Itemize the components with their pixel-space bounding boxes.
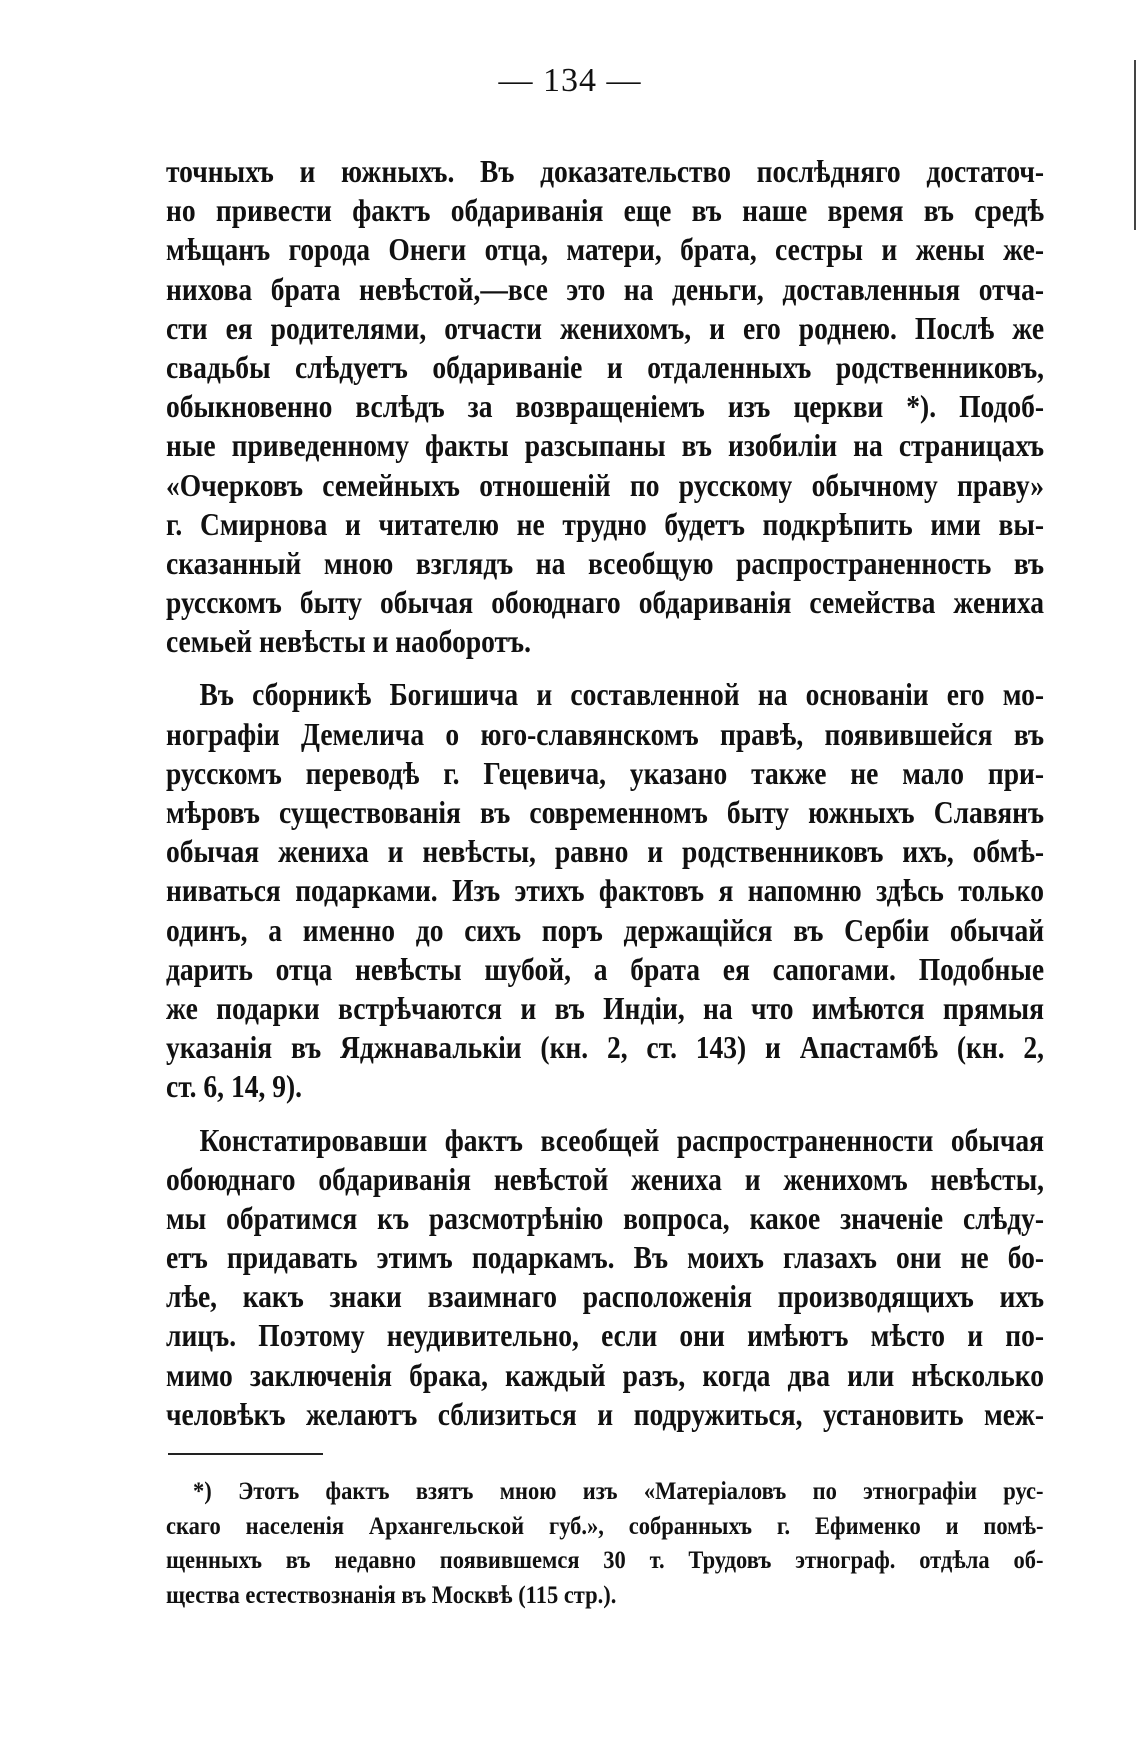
paragraph [166, 1121, 1044, 1435]
footnote-line: щества естествознанія въ Москвѣ (115 стр.). [166, 1581, 617, 1609]
paragraph [166, 152, 1044, 661]
text-line: г. Смирнова и читателю не трудно будетъ подкрѣпить ими вы- [166, 505, 1045, 542]
text-line: ниваться подарками. Изъ этихъ фактовъ я напомню здѣсь только [166, 872, 1045, 909]
text-line: нихова брата невѣстой,—все это на деньги, доставленныя отча- [166, 270, 1045, 307]
text-line: лицъ. Поэтому неудивительно, если они имѣютъ мѣсто и по- [166, 1317, 1045, 1354]
footnote [166, 1475, 1044, 1613]
text-line: но привести фактъ обдариванія еще въ наше время въ средѣ [166, 192, 1045, 229]
text-line: же подарки встрѣчаются и въ Индіи, на что имѣются прямыя [166, 989, 1045, 1026]
text-line: мѣровъ существованія въ современномъ быту южныхъ Славянъ [166, 794, 1045, 830]
text-line: ст. 6, 14, 9). [166, 1068, 303, 1105]
footnote-divider [168, 1453, 323, 1455]
text-line: мѣщанъ города Онеги отца, матери, брата, сестры и жены же- [166, 231, 1045, 268]
footnote-line: щенныхъ въ недавно появившемся 30 т. Трудовъ этнограф. отдѣла об- [166, 1547, 1044, 1574]
text-line: «Очерковъ семейныхъ отношеній по русскому обычному праву» [166, 466, 1045, 503]
footnote-line: *) Этотъ фактъ взятъ мною изъ «Матеріаловъ по этнографіи рус- [193, 1478, 1044, 1505]
text-line: мы обратимся къ разсмотрѣнію вопроса, какое значеніе слѣду- [166, 1199, 1045, 1236]
text-line: русскомъ переводѣ г. Гецевича, указано также не мало при- [166, 754, 1045, 791]
text-line: ные приведенному факты разсыпаны въ изобиліи на страницахъ [166, 427, 1045, 464]
text-line: обычая жениха и невѣсты, равно и родственниковъ ихъ, обмѣ- [166, 833, 1045, 870]
text-line: Констатировавши фактъ всеобщей распространенности обычая [199, 1121, 1045, 1158]
text-line: Въ сборникѣ Богишича и составленной на основаніи его мо- [199, 676, 1045, 713]
text-line: одинъ, а именно до сихъ поръ держащійся въ Сербіи обычай [166, 911, 1045, 948]
paragraph [166, 675, 1044, 1106]
text-line: сказанный мною взглядъ на всеобщую распространенность въ [166, 544, 1045, 581]
text-line: дарить отца невѣсты шубой, а брата ея сапогами. Подобные [166, 950, 1045, 987]
text-line: указанія въ Яджнавалькіи (кн. 2, ст. 143) и Апастамбѣ (кн. 2, [166, 1029, 1045, 1066]
footnote-line: скаго населенія Архангельской губ.», собранныхъ г. Ефименко и помѣ- [166, 1512, 1044, 1540]
text-line: точныхъ и южныхъ. Въ доказательство послѣдняго достаточ- [166, 153, 1045, 189]
text-line: етъ придавать этимъ подаркамъ. Въ моихъ глазахъ они не бо- [166, 1239, 1045, 1276]
text-line: сти ея родителями, отчасти женихомъ, и его роднею. Послѣ же [166, 309, 1045, 346]
text-line: лѣе, какъ знаки взаимнаго расположенія производящихъ ихъ [166, 1278, 1045, 1315]
text-line: нографіи Демелича о юго-славянскомъ правѣ, появившейся въ [166, 715, 1045, 752]
text-line: обыкновенно вслѣдъ за возвращеніемъ изъ церкви *). Подоб- [166, 388, 1045, 425]
text-line: человѣкъ желаютъ сблизиться и подружиться, установить меж- [166, 1395, 1045, 1432]
text-line: мимо заключенія брака, каждый разъ, когда два или нѣсколько [166, 1356, 1045, 1393]
text-line: семьей невѣсты и наоборотъ. [166, 623, 531, 660]
text-line: русскомъ быту обычая обоюднаго обдариванія семейства жениха [166, 584, 1045, 621]
body-text [166, 152, 1044, 1434]
text-line: свадьбы слѣдуетъ обдариваніе и отдаленныхъ родственниковъ, [166, 348, 1045, 385]
text-line: обоюднаго обдариванія невѣстой жениха и женихомъ невѣсты, [166, 1160, 1045, 1197]
page-number: — 134 — [498, 62, 642, 99]
